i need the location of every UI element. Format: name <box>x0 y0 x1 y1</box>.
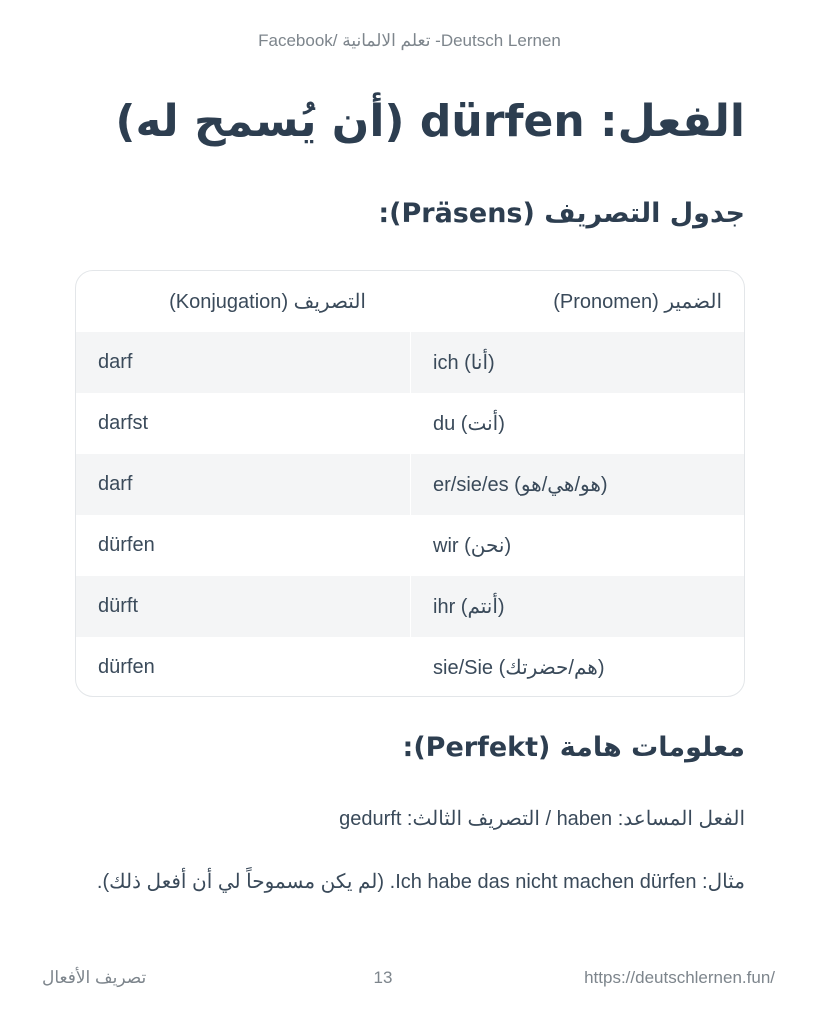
table-row <box>76 515 744 576</box>
header-pronoun-cell <box>410 271 744 332</box>
footer-page-number: 13 <box>373 968 393 987</box>
table-row <box>76 454 744 515</box>
pronoun-cell: wir (نحن) <box>410 515 744 576</box>
section-heading-prasens: جدول التصريف (Präsens): <box>378 198 745 229</box>
header-conjugation-cell <box>76 271 410 332</box>
header-conjugation-label: التصريف (Konjugation) <box>169 291 366 313</box>
footer-url-link[interactable]: https://deutschlernen.fun/ <box>584 968 775 987</box>
conjugation-cell: darf <box>98 473 133 495</box>
conjugation-cell: dürft <box>98 595 139 617</box>
conjugation-cell: dürfen <box>98 656 155 678</box>
conjugation-cell: darfst <box>98 412 149 434</box>
example-sentence: مثال: Ich habe das nicht machen dürfen. (لم يكن مسموحاً لي أن أفعل ذلك). <box>96 871 745 893</box>
table-row <box>76 576 744 637</box>
footer-book-title: تصريف الأفعال <box>42 968 147 987</box>
pronoun-cell: ich (أنا) <box>410 332 744 393</box>
table-header-row <box>76 271 744 332</box>
header-pronoun-label: الضمير (Pronomen) <box>553 291 722 313</box>
conjugation-cell: darf <box>98 351 133 373</box>
pronoun-cell: du (أنت) <box>410 393 744 454</box>
pronoun-cell: ihr (أنتم) <box>410 576 744 637</box>
table-row <box>76 393 744 454</box>
conjugation-table <box>75 270 745 697</box>
section-heading-perfekt: معلومات هامة (Perfekt): <box>402 732 745 763</box>
pronoun-cell: sie/Sie (هم/حضرتك) <box>410 637 744 697</box>
conjugation-cell: dürfen <box>98 534 155 556</box>
header-source-line: Facebook/ تعلم الالمانية -Deutsch Lernen <box>258 31 561 50</box>
auxiliary-verb-line: الفعل المساعد: haben / التصريف الثالث: gedurft <box>339 808 745 830</box>
table-row <box>76 332 744 393</box>
table-row <box>76 637 744 697</box>
pronoun-cell: er/sie/es (هو/هي/هو) <box>410 454 744 515</box>
page-title: الفعل: dürfen (أن يُسمح له) <box>115 96 745 147</box>
